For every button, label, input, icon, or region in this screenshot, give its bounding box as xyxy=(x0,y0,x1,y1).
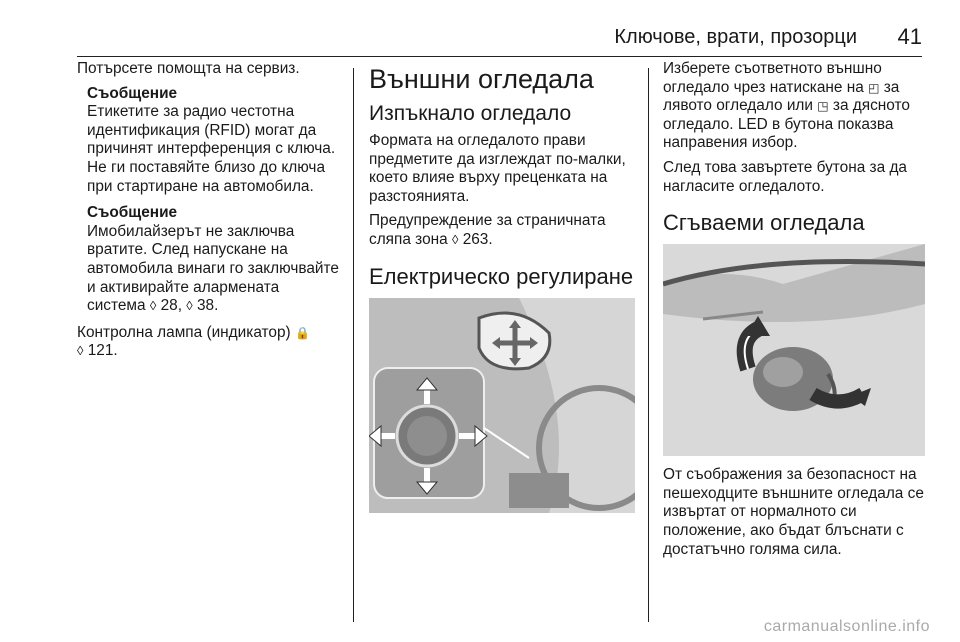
note-text: Етикетите за радио честотна идентификация (RFID) могат да причинят интерференция с ключа. Не ги поставяйте близо до ключа при стартиране на автомобила. xyxy=(87,103,336,195)
left-mirror-icon: ◰ xyxy=(868,80,880,95)
mirror-fold-figure xyxy=(663,244,925,456)
header-divider xyxy=(77,56,922,57)
mirror-fold-icon xyxy=(663,244,925,456)
column-divider-2 xyxy=(648,68,649,622)
right-mirror-icon: ◳ xyxy=(817,99,829,114)
indicator-text: Контролна лампа (индикатор) xyxy=(77,323,291,341)
column-3 xyxy=(663,60,925,565)
note-immobilizer xyxy=(77,204,339,316)
lock-icon: 🔒 xyxy=(294,325,310,340)
select-text: за дясното огледало. LED в бутона показва направения избор. xyxy=(663,97,910,152)
note-title: Съобщение xyxy=(87,204,178,222)
page-ref-link[interactable]: 263. xyxy=(462,230,493,248)
blindspot-text: Предупреждение за страничната сляпа зона xyxy=(369,212,606,248)
subsection-heading: Изпъкнало огледало xyxy=(369,102,572,125)
paragraph-blindspot xyxy=(369,212,635,249)
paragraph-service: Потърсете помощта на сервиз. xyxy=(77,60,300,77)
mirror-adjust-figure xyxy=(369,298,635,513)
page-ref-link[interactable]: 38. xyxy=(196,297,219,315)
mirror-control-icon xyxy=(369,298,635,513)
page-ref-link[interactable]: 121. xyxy=(87,342,118,360)
note-text xyxy=(87,223,339,316)
page-ref-icon: ◊ xyxy=(149,298,157,314)
note-rfid xyxy=(77,85,339,197)
page-ref-icon: ◊ xyxy=(186,298,193,314)
note-body: Имобилайзерът не заключва вратите. След напускане на автомобила винаги го заключвайте и активирайте алармената система xyxy=(87,222,339,315)
paragraph-safety: От съображения за безопасност на пешеходците външните огледала се извъртат от нормалното си положение, ако бъдат блъснати с достатъчно голяма сила. xyxy=(663,466,924,558)
page-header-title: Ключове, врати, прозорци xyxy=(614,26,857,48)
paragraph-indicator xyxy=(77,324,339,361)
select-text: Изберете съответното външно огледало чрез натискане на xyxy=(663,60,882,96)
paragraph-adjust: След това завъртете бутона за да нагласите огледалото. xyxy=(663,158,907,195)
paragraph-select xyxy=(663,60,925,153)
column-1 xyxy=(77,60,339,367)
subsection-heading: Сгъваеми огледала xyxy=(663,210,865,236)
section-heading: Външни огледала xyxy=(369,64,594,94)
select-text: за лявото огледало или xyxy=(663,78,900,115)
column-2 xyxy=(369,60,635,513)
subsection-heading: Електрическо регулиране xyxy=(369,263,634,289)
column-divider-1 xyxy=(353,68,354,622)
paragraph-convex: Формата на огледалото прави предметите да изглеждат по-малки, което влияе върху преценката на разстоянията. xyxy=(369,132,626,205)
page-number: 41 xyxy=(897,24,922,49)
page-ref-icon: ◊ xyxy=(451,231,459,247)
note-title: Съобщение xyxy=(87,84,178,102)
page-ref-link[interactable]: 28, xyxy=(160,297,182,315)
page-ref-icon: ◊ xyxy=(77,343,84,359)
watermark: carmanualsonline.info xyxy=(763,618,930,635)
